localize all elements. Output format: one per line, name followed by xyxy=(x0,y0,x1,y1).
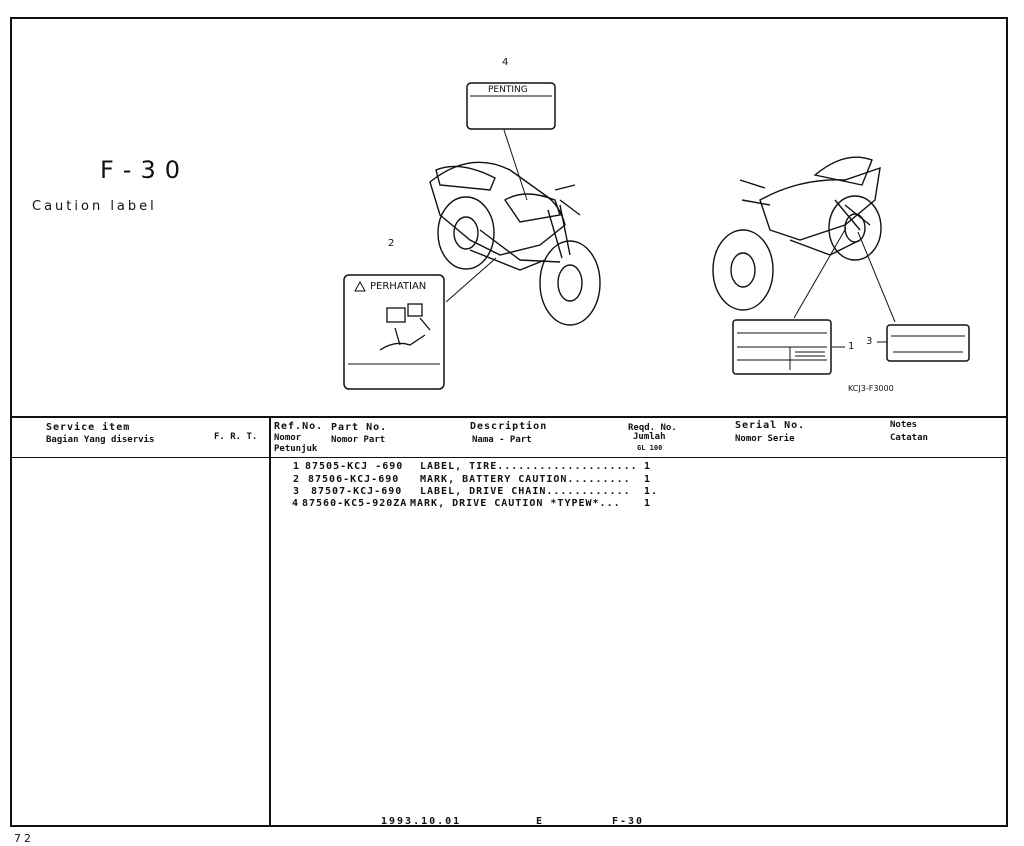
row-part-no: 87506-KCJ-690 xyxy=(308,474,400,485)
penting-label-text: PENTING xyxy=(488,85,528,95)
header-ref-no-id-1: Nomor xyxy=(274,433,302,443)
row-description: MARK, BATTERY CAUTION......... xyxy=(420,474,631,485)
section-code: F-30 xyxy=(100,156,190,184)
header-service-item-id: Bagian Yang diservis xyxy=(46,435,155,445)
footer-edition: E xyxy=(536,816,545,827)
page-number: 72 xyxy=(14,832,34,845)
callout-2: 2 xyxy=(388,238,395,249)
row-ref: 2 xyxy=(293,474,301,485)
header-serial-no: Serial No. xyxy=(735,420,806,431)
row-ref: 4 xyxy=(292,498,300,509)
header-service-item: Service item xyxy=(46,422,131,433)
header-part-no: Part No. xyxy=(331,422,388,433)
row-ref: 1 xyxy=(293,461,301,472)
diagram-code: KCJ3-F3000 xyxy=(848,384,894,393)
motorcycle-left-drawing xyxy=(430,162,600,325)
header-description: Description xyxy=(470,421,548,432)
row-part-no: 87505-KCJ -690 xyxy=(305,461,404,472)
row-description: LABEL, DRIVE CHAIN............ xyxy=(420,486,631,497)
row-description: LABEL, TIRE.................... xyxy=(420,461,638,472)
row-part-no: 87507-KCJ-690 xyxy=(311,486,403,497)
header-ref-no-id-2: Petunjuk xyxy=(274,444,318,454)
callout-4: 4 xyxy=(502,57,509,68)
header-ref-no: Ref.No. xyxy=(274,421,324,432)
perhatian-label-drawing xyxy=(344,275,444,389)
header-serial-no-id: Nomor Serie xyxy=(735,434,795,444)
motorcycle-right-drawing xyxy=(713,157,881,310)
footer-page-code: F-30 xyxy=(612,816,645,827)
table-column-divider xyxy=(269,417,271,827)
row-ref: 3 xyxy=(293,486,301,497)
callout-1: 1 xyxy=(848,341,855,352)
table-header-rule xyxy=(10,457,1008,458)
row-qty: 1 xyxy=(644,474,652,485)
perhatian-label-text: PERHATIAN xyxy=(370,281,427,292)
header-reqd-no-sub: GL 100 xyxy=(637,444,663,452)
chain-label-drawing xyxy=(887,325,969,361)
header-notes-id: Catatan xyxy=(890,433,928,443)
footer-date: 1993.10.01 xyxy=(381,816,462,827)
header-reqd-no: Reqd. No. xyxy=(628,423,677,433)
header-reqd-no-id: Jumlah xyxy=(633,432,666,442)
header-description-id: Nama - Part xyxy=(472,435,532,445)
table-top-rule xyxy=(10,416,1008,418)
section-title: Caution label xyxy=(32,199,157,214)
header-part-no-id: Nomor Part xyxy=(331,435,386,445)
row-part-no: 87560-KC5-920ZA xyxy=(302,498,408,509)
header-notes: Notes xyxy=(890,420,918,430)
row-qty: 1. xyxy=(644,486,659,497)
row-description: MARK, DRIVE CAUTION *TYPEW*... xyxy=(410,498,621,509)
row-qty: 1 xyxy=(644,498,652,509)
callout-3: 3 xyxy=(866,336,873,347)
row-qty: 1 xyxy=(644,461,652,472)
header-frt: F. R. T. xyxy=(214,432,258,442)
